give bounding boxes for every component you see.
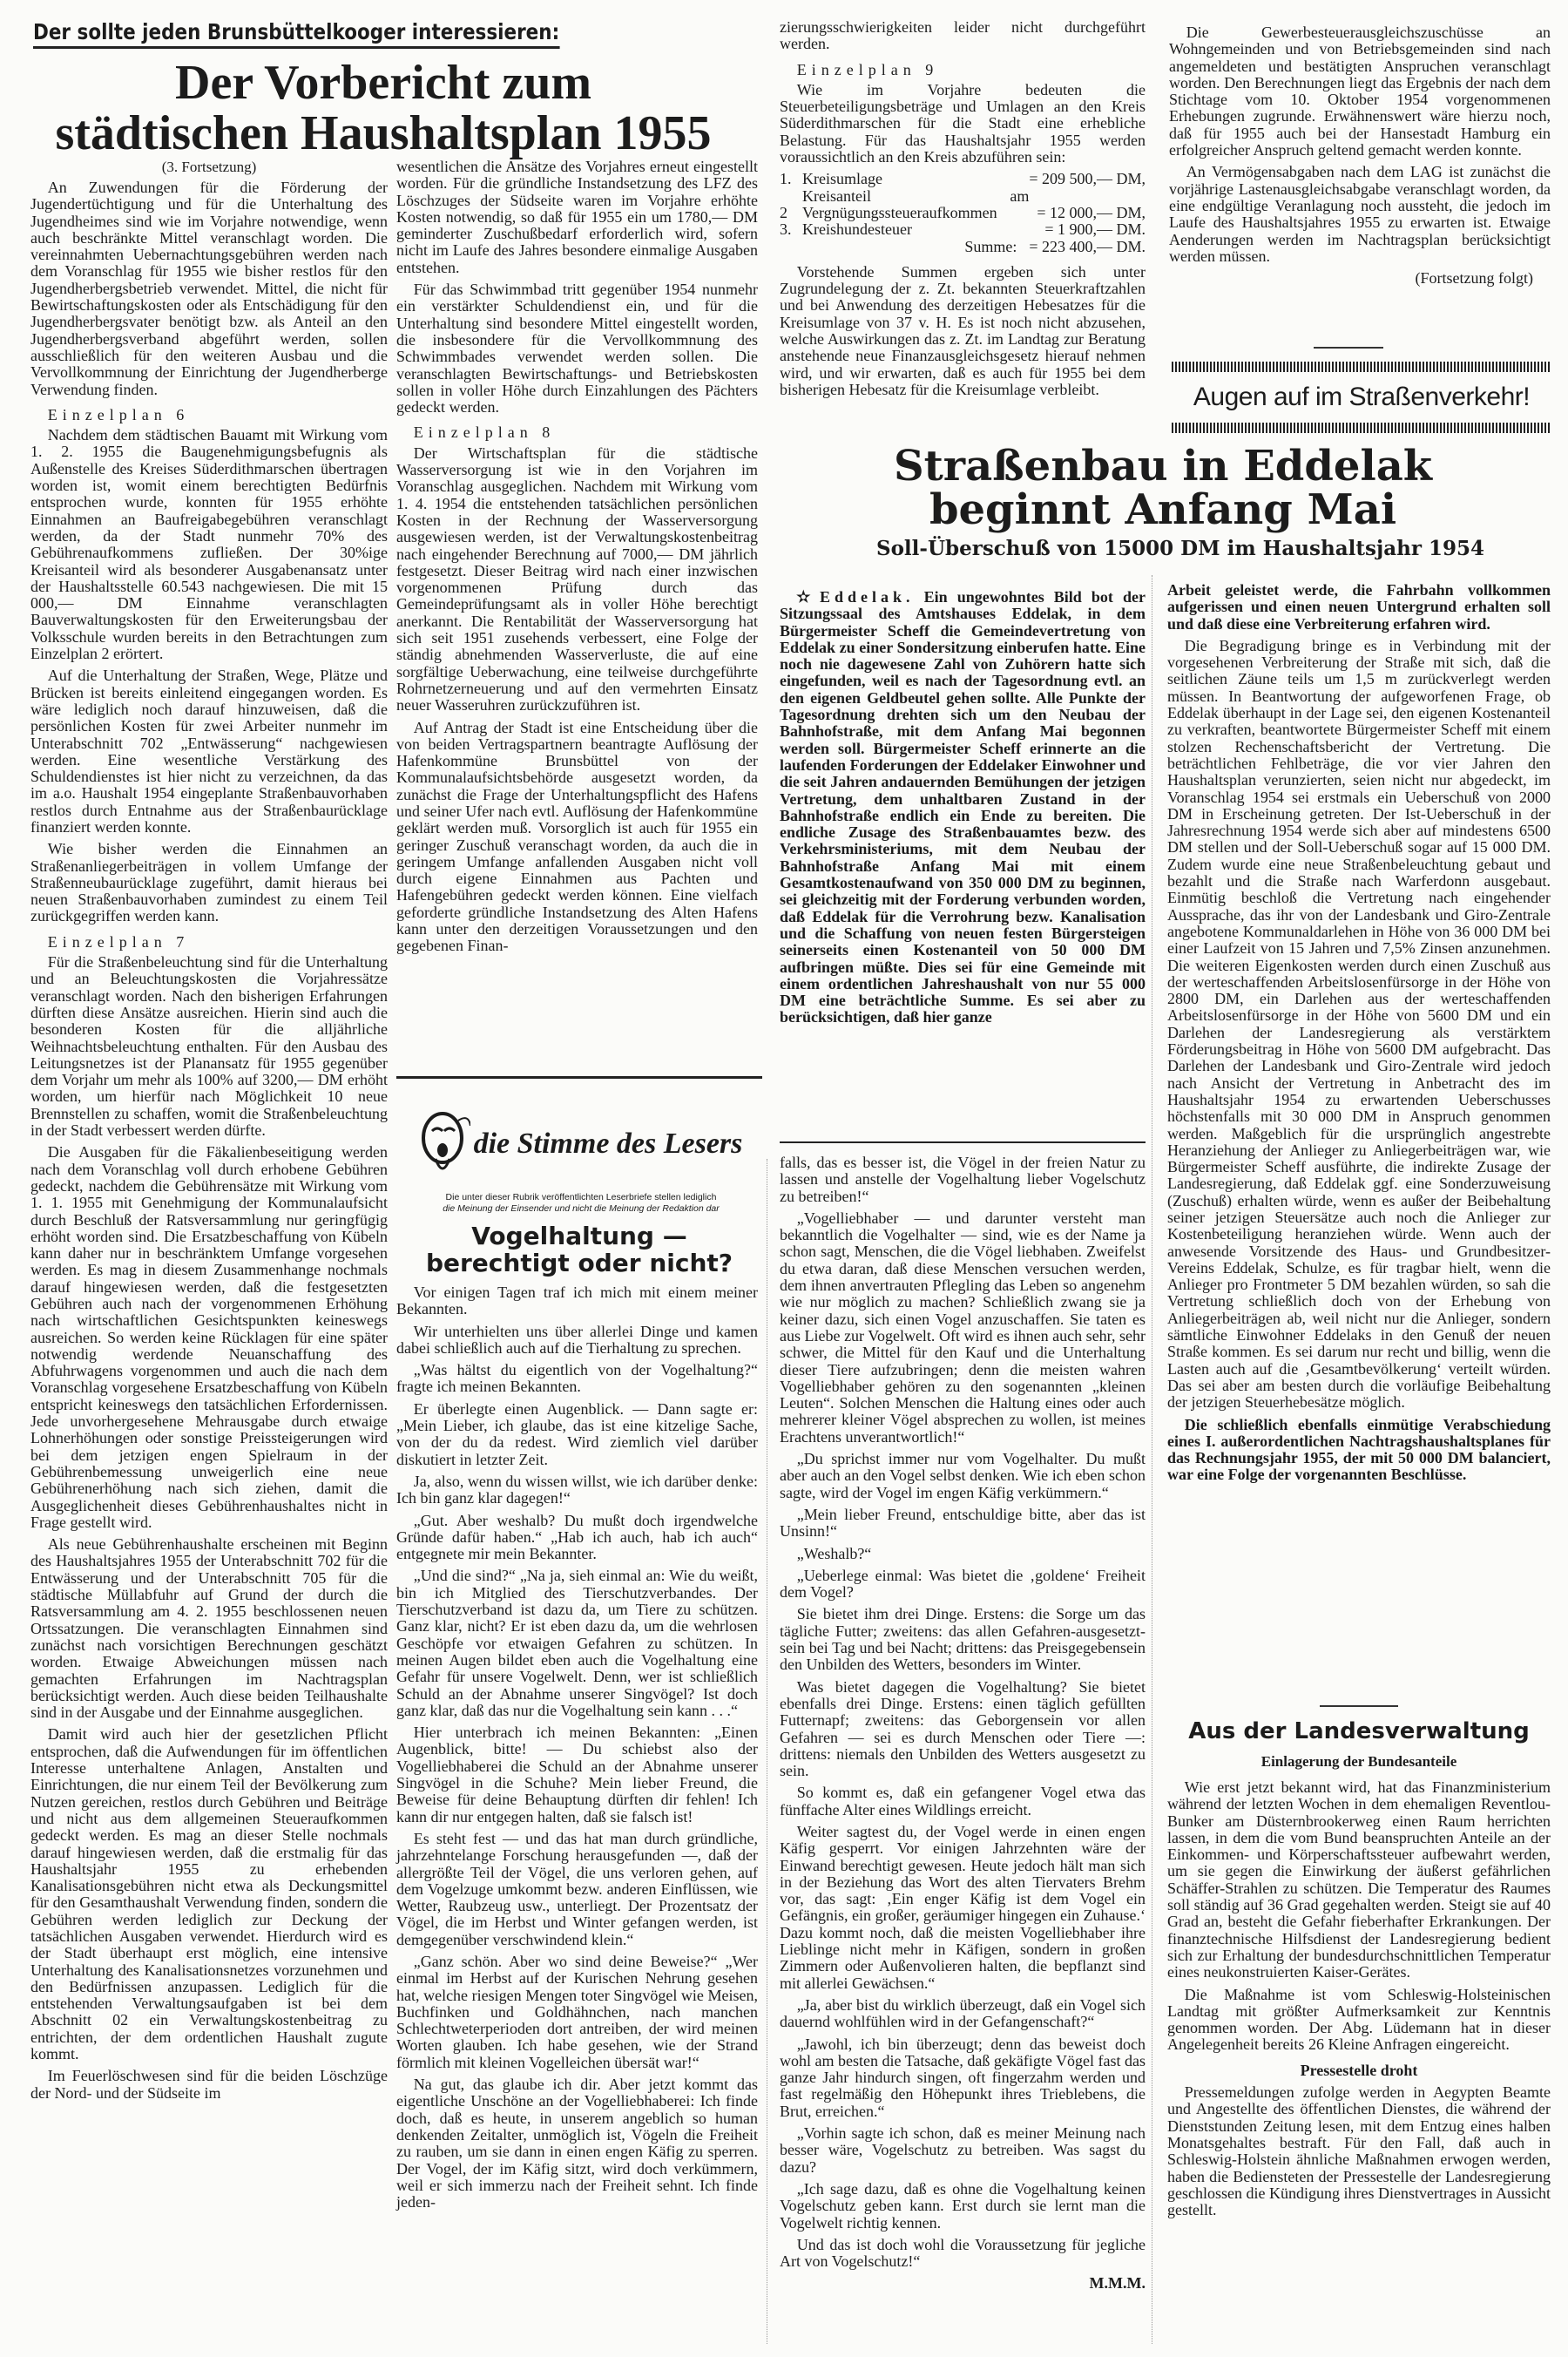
kreis-abgaben-table [780,171,1146,254]
paragraph: „Ganz schön. Aber wo sind deine Beweise?“ „Wer einmal im Herbst auf der Kurischen Nehrung gesehen hat, welche riesigen Mengen toter Singvögel wie Meisen, Buchfinken und Goldhähnchen, nach manchen Schlechtweterperioden dort antreiben, der wird meinen Worten glauben. Ich habe gesehen, wie der Strand förmlich mit kleinen Vogelleichen übersät war!“ [396,1952,758,2071]
paragraph: An Zuwendungen für die Förderung der Jugendertüchtigung und für die Unterhaltung des Jugendheimes sind wie im Vorjahre notwendige, wenn auch beschränkte Mittel veranschlagt worden. Die vereinnahmten Uebernachtungsgebühren werden nach dem Voranschlag für 1955 wie bisher restlos für den Jugendherbergsbetrieb verwendet. Mittel, die nicht für Bewirtschaftungskosten oder als Entschädigung für den Jugendherbergsvater benötigt bzw. als Anteil an den Jugendherbergsverband abgeführt werden, sollen ausschließlich für den weiteren Ausbau und die Vervollkommnung der Einrichtung der Jugendherberge Verwendung finden. [30,179,388,398]
paragraph: „Gut. Aber weshalb? Du mußt doch irgendwelche Gründe dafür haben.“ „Hab ich auch, hab ich auch“ entgegnete mir mein Bekannter. [396,1511,758,1563]
section-rule [396,1076,762,1079]
landes-column-4 [1167,1779,1551,2224]
paragraph: „Ich sage dazu, daß es ohne die Vogelhaltung keinen Vogelschutz geben kann. Erst durch sie lernt man die Vogelwelt richtig kennen. [780,2179,1146,2232]
headline-line: Der Vorbericht zum [175,56,591,110]
table-cell-label: Kreishundesteuer [802,220,912,239]
paragraph: Arbeit geleistet werde, die Fahrbahn vollkommen aufgerissen und einen neuen Untergrund erhalten soll und daß diese eine Verbreiterung erfahren wird. [1167,581,1551,633]
kicker: Der sollte jeden Brunsbüttelkooger interessieren: [33,19,559,49]
table-cell-num: 2 [780,203,787,221]
paragraph: Und das ist doch wohl die Voraussetzung für jegliche Art von Vogelschutz!“ [780,2235,1146,2271]
reader-face-icon [416,1105,470,1183]
headline-line: beginnt Anfang Mai [929,485,1397,534]
paragraph: Es steht fest — und das hat man durch gründliche, jahrzehntelange Forschung herausgefunden —, daß der allergrößte Teil der Vögel, die uns verloren gehen, auf dem Vogelzuge umkommt bezw. anderen Einflüssen, wie Wetter, Raubzeug usw., unterliegt. Der Prozentsatz der Vögel, die im Herbst und Winter gefangen werden, ist demgegenüber verschwindend klein.“ [396,1829,758,1948]
sum-label: Summe: [964,237,1017,255]
paragraph: Na gut, das glaube ich dir. Aber jetzt kommt das eigentliche Unschöne an der Vogelliebhaberei: Ich finde doch, daß es heute, in unserem angeblich so human denkenden Zeitalter, unmöglich ist, Vögeln die Freiheit zu rauben, um sie dann in einen engen Käfig zu sperren. Der Vogel, der im Käfig sitzt, wird doch verkümmern, weil er sich immerzu nach der Freiheit sehnt. Ich finde jeden- [396,2076,758,2211]
table-row [780,171,1146,187]
paragraph: Für die Straßenbeleuchtung sind für die Unterhaltung und an Beleuchtungskosten die Vorjahressätze veranschlagt worden. Nach den bisherigen Erfahrungen dürften diese Ansätze ausreichen. Hierin sind auch die besonderen Kosten für die alljährliche Weihnachtsbeleuchtung enthalten. Für den Ausbau des Leitungsnetzes ist der Planansatz für 1955 gegenüber dem Vorjahr um mehr als 100% auf 3200,— DM erhöht worden, um hierfür nach Möglichkeit 10 neue Brennstellen zu schaffen, womit die Straßenbeleuchtung in der Stadt verbessert werden dürfte. [30,953,388,1140]
paragraph: „Du sprichst immer nur vom Vogelhalter. Du mußt aber auch an den Vogel selbst denken. Wie ich eben schon sagte, wird der Vogel im engen Käfig verkümmern.“ [780,1450,1146,1501]
haushalt-column-3-text [780,19,1146,166]
paragraph: „Weshalb?“ [796,1544,872,1562]
headline-line: Vogelhaltung — [471,1222,687,1250]
table-sum-row [780,239,1146,255]
subheadline: Einlagerung der Bundesanteile [1260,1753,1457,1770]
headline-eddelak [780,444,1546,560]
section-heading: Einzelplan 9 [796,60,939,78]
headline-line: städtischen Haushaltsplan 1955 [55,106,712,160]
paragraph: So kommt es, daß ein gefangener Vogel etwa das fünffache Alter eines Wildlings erreicht. [780,1784,1146,1819]
vogel-column-2 [396,1284,758,2216]
paragraph: Wie bisher werden die Einnahmen an Straßenanliegerbeiträgen in vollem Umfange der Straßenneubaurücklage zugeführt, damit hieraus bei neuen Straßenbauvorhaben zumindest zu einem Teil zurückgegriffen werden kann. [30,840,388,925]
headline-subtitle: Soll-Überschuß von 15000 DM im Haushaltsjahr 1954 [875,537,1485,560]
paragraph: Auf Antrag der Stadt ist eine Entscheidung über die von beiden Vertragspartnern beantragte Auflösung der Hafenkommüne Brunsbüttel von der Kommunalaufsichtsbehörde ausgesetzt worden, da zunächst die Frage der Unterhaltungspflicht des Hafens und seiner Ufer nach evtl. Auflösung der Hafenkommüne geklärt werden muß. Vorsorglich ist auch für 1955 ein geringer Zuschuß veranschagt worden, da auch die in geringem Umfange anfallenden Ausgaben nicht voll durch eigene Einnahmen aus Pachten und Hafengebühren gedeckt werden können. Eine vielfach geforderte gründliche Instandsetzung des Alten Hafens kann unter den derzeitigen Voraussetzungen und den gegebenen Finan- [396,718,758,955]
paragraph: „Mein lieber Freund, entschuldige bitte, aber das ist Unsinn!“ [780,1505,1146,1541]
section-heading: Einzelplan 6 [47,405,190,423]
haushalt-column-4 [1169,24,1551,287]
paragraph: Als neue Gebührenhaushalte erscheinen mit Beginn des Haushaltsjahres 1955 der Unterabschnitt 702 für die Entwässerung und der Unterabschnitt 705 für die städtische Müllabfuhr auf Grund der durch die Ratsversammlung am 4. 2. 1955 beschlossenen neuen Ortssatzungen. Die veranschlagten Einnahmen sind zunächst nach vorsichtigen Berechnungen geschätzt worden. Etwaige Abweichungen müssen nach gemachten Erfahrungen im Nachtragsplan berücksichtigt werden. Auch diese beiden Teilhaushalte sind in der Ausgabe und der Einnahme ausgeglichen. [30,1535,388,1722]
paragraph: „Ja, aber bist du wirklich überzeugt, daß ein Vogel sich dauernd wohlfühlen wird in der Gefangenschaft?“ [780,1995,1146,2031]
table-row [780,221,1146,238]
section-rule [1314,347,1383,349]
paragraph: Die Gewerbesteuerausgleichszuschüsse an Wohngemeinden und von Betriebsgemeinden sind nach angemeldeten und bestätigten Anspruchen veranschlagt worden. Den Berechnungen liegt das Ergebnis der nach dem Stichtage vom 10. Oktober 1954 vorgenommenen Erhebungen zugrunde. Erwähnenswert wäre hierzu noch, daß für 1955 auch bei der Hansestadt Hamburg ein erfolgreicher Anspruch geltend gemacht werden konnte. [1169,24,1551,159]
headline-line: berechtigt oder nicht? [425,1249,733,1277]
paragraph: „Vorhin sagte ich schon, daß es meiner Meinung nach besser wäre, Vogelschutz zu betreiben. Was sagst du dazu? [780,2124,1146,2176]
paragraph: „Und die sind?“ „Na ja, sieh einmal an: Wie du weißt, bin ich Mitglied des Tierschutzverbandes. Der Tierschutzverband ist dazu da, um Tiere zu schützen. Ganz klar, nicht? Er ist eben dazu da, um die wehrlosen Geschöpfe vor etwaigen Gefahren zu schützen. In meinen Augen bildet eben auch die Vogelhaltung eine Gefahr für unsere Vogelwelt. Denn, wer ist schließlich Schuld an der Abnahme unserer Singvögel? Ist doch ganz klar, daß das nur die Vogelhaltung sein kann . . .“ [396,1567,758,1719]
subheading: Pressestelle droht [1300,2061,1418,2079]
paragraph: Die Begradigung bringe es in Verbindung mit der vorgesehenen Verbreiterung der Straße mit sich, daß die seitlichen Zäune teils um 1,5 m zurückverlegt werden müssen. In Beantwortung der aufgeworfenen Frage, ob Eddelak überhaupt in der Lage sei, den eigenen Kostenanteil zu verkraften, beantwortete Bürgermeister Scheff mit einem stolzen Rechenschaftsbericht der Vertretung. Die beträchtlichen Fehlbeträge, die vor vier Jahren den Haushaltsplan verunzierten, seien nicht nur abgedeckt, im Voranschlag 1954 sei erstmals ein Ueberschuß von 2000 DM in Erscheinung getreten. Der Ist-Ueberschuß in der Jahresrechnung 1954 werde sich aber auf mindestens 6500 DM stellen und der Soll-Ueberschuß sogar auf 15 000 DM. Zudem wurde eine neue Straßenbeleuchtung gebaut und bezahlt und die Straße nach Warferdonn ausgebaut. Einmütig beschloß die Vertretung nach eingehender Aussprache, das ihr von der Landesbank und Giro-Zentrale angebotene Kommunaldarlehen in Höhe von 36 000 DM bei einer Laufzeit von 15 Jahren und 7,5% Zinsen anzunehmen. Die weiteren Eigenkosten werden durch einen Zuschuß aus der werteschaffenden Arbeitslosenfürsorge in der Höhe von 2800 DM, ein Darlehen aus der werteschaffenden Arbeitslosenfürsorge in der Höhe von 5600 DM und ein Darlehen der Landesregierung als verstärktem Förderungsbeitrag in Höhe von 5600 DM aufgebracht. Das Darlehen der Landesbank und Giro-Zentrale wird jedoch nach Ansicht der Vertretung in Anbetracht des im Haushaltsjahr 1954 zu erwartenden Ueberschusses höchstenfalls mit 30 000 DM in Anspruch genommen werden. Maßgeblich für die ursprünglich angestrebte Heranziehung der Anlieger zu Anliegerbeiträgen war, wie Bürgermeister Scheff ausführte, die indirekte Zusage der Landesregierung, daß Eddelak ggf. eine Sonderzuweisung (Zuschuß) erhalten würde, wenn es außer der Beibehaltung seiner jetzigen Steuersätze auch noch die Anlieger zur Kostenbeteiligung heranziehen würde. Wenn auch der anwesende Vorsitzende des Haus- und Grundbesitzer-Vereins Eddelak, Schulze, es für tragbar hielt, wenn die Anlieger pro Frontmeter 5 DM bezahlen würden, so sah die Vertretung schließlich doch von der Erhebung von Anliegerbeiträgen ab, weil nicht nur die Anlieger, sondern sämtliche Einwohner Eddelaks in den Genuß der neuen Straße kommen. Es sei darum nur recht und billig, wenn die Lasten auch auf die ‚Gesamtbevölkerung‘ verteilt würden. Das sei aber am besten durch die vorläufige Beibehaltung der jetzigen Steuerhebesätze möglich. [1167,636,1551,1412]
paragraph: falls, das es besser ist, die Vögel in der freien Natur zu lassen und anstelle der Vogelhaltung lieber Vogelschutz zu betreiben!“ [780,1154,1146,1205]
haushalt-column-4-text [1169,24,1551,265]
paragraph: Wie erst jetzt bekannt wird, hat das Finanzministerium während der letzten Wochen in dem ehemaligen Reventlou-Bunker am Düsternbrookerweg einen Raum herrichten lassen, in dem die vom Bund beanspruchten Anteile an der Einkommen- und Körperschaftssteuer aufbewahrt werden, um sie gegen die Einwirkung der äußerst gefährlichen Schäffer-Strahlen zu schützen. Die Temperatur des Raumes soll ständig auf 36 Grad gegehalten werden. Steigt sie auf 40 Grad an, besteht die Gefahr fieberhafter Erkrankungen. Der finanztechnische Hilfsdienst der Landesregierung bedient sich zur Erhaltung der bundesdurchschnittlichen Temperatur eines neukonstruierten Kaiser-Gerätes. [1167,1778,1551,1981]
paragraph: Vor einigen Tagen traf ich mich mit einem meiner Bekannten. [396,1283,758,1318]
lead-paragraph [780,589,1146,1026]
paragraph: Damit wird auch hier der gesetzlichen Pflicht entsprochen, daß die Aufwendungen für im öffentlichen Interesse unterhaltene Anlagen, Anstalten und Einrichtungen, die nur einem Teil der Bevölkerung zum Nutzen gereichen, restlos durch Gebühren und Beiträge und nicht aus dem allgemeinen Steueraufkommen gedeckt werden. Es mag an dieser Stelle nochmals darauf hingewiesen werden, daß die erstmalig für das Haushaltsjahr 1955 zu erhebenden Kanalisationsgebühren nicht etwa als Deckungsmittel für den Gesamthaushalt Verwendung finden, sondern die Gebühren werden lediglich zur Deckung der tatsächlichen Ausgaben verwendet. Hierdurch wird es der Stadt überhaupt erst möglich, eine intensive Unterhaltung des Kanalisationsnetzes vorzunehmen und den Bedürfnissen anzupassen. Lediglich für die entstehenden Verwaltungsaufgaben ist bei dem Abschnitt 02 ein Verwaltungskostenbeitrag zu entrichten, der dem ordentlichen Haushalt zugute kommt. [30,1725,388,2063]
headline-landesverwaltung: Aus der Landesverwaltung [1188,1718,1530,1744]
banner-text: Augen auf im Straßenverkehr! [1193,383,1531,411]
disclaimer-line: Die unter dieser Rubrik veröffentlichten Leserbriefe stellen lediglich [445,1192,717,1202]
table-cell-amount: = 209 500,— DM, [1029,170,1146,188]
section-rule [780,1141,1146,1143]
paragraph: „Was hältst du eigentlich von der Vogelhaltung?“ fragte ich meinen Bekannten. [396,1361,758,1396]
section-heading: Einzelplan 8 [413,423,556,442]
paragraph: Die Maßnahme ist vom Schleswig-Holsteinischen Landtag mit größter Aufmerksamkeit zur Kenntnis genommen worden. Der Abg. Lüdemann hat in dieser Angelegenheit bereits 26 Kleine Anfragen eingereicht. [1167,1985,1551,2054]
paragraph: Was bietet dagegen die Vogelhaltung? Sie bietet ebenfalls drei Dinge. Erstens: einen täglich gefüllten Futternapf; zweitens: das Geborgensein vor allen Gefahren — sei es durch Menschen oder Tiere —: drittens: niemals den Unbilden des Wetters ausgesetzt zu sein. [780,1677,1146,1780]
disclaimer [402,1192,760,1215]
author-signature: M.M.M. [1089,2274,1146,2293]
haushalt-column-3-text-after [780,264,1146,398]
vogel-column-3 [780,1155,1146,2293]
table-cell-amount: = 12 000,— DM, [1037,203,1146,221]
section-heading: Einzelplan 7 [47,932,190,951]
stimme-des-lesers-logo [396,1105,762,1189]
headline-vogelhaltung [396,1223,762,1277]
headline-haushalt [0,58,767,159]
paragraph: „Vogelliebhaber — und darunter versteht man bekanntlich die Vogelhalter — sind, wie es der Name ja schon sagt, Menschen, die die Vögel liebhaben. Zweifelst du etwa daran, daß diese Menschen versuchen werden, dem ihnen anvertrauten Pflegling das Leben so angenehm wie nur möglich zu machen? Schließlich zwang sie ja keiner dazu, sich einen Vogel anzuschaffen. Sie taten es aus Liebe zur Vogelwelt. Oft wird es ihnen auch sehr, sehr schwer, die Mittel für den Kauf und die Unterhaltung dieser Tiere aufzubringen; denn die meisten wahren Vogelliebhaber gehören zu den sogenannten „kleinen Leuten“. Solchen Menschen die Haltung eines oder auch mehrerer kleiner Vögel absprechen zu wollen, ist meines Erachtens unverantwortlich!“ [780,1209,1146,1446]
paragraph: Wie im Vorjahre bedeuten die Steuerbeteiligungsbeträge und Umlagen an den Kreis Süderdithmarschen für die Stadt eine erhebliche Belastung. Für das Haushaltsjahr 1955 werden voraussichtlich an den Kreis abzuführen sein: [780,80,1146,166]
vogel-column-3-text [780,1155,1146,2270]
paragraph: Nachdem dem städtischen Bauamt mit Wirkung vom 1. 2. 1955 die Baugenehmigungsbefugnis als Außenstelle des Kreises Süderdithmarschen übertragen worden ist, womit einem berechtigten Bedürfnis entsprochen wurde, konnten für 1955 erhöhte Einnahmen an Baufreigabegebühren veranschlagt werden, da der Stadt nunmehr 70% des Gebührenaufkommens zufließen. Der 30%ige Kreisanteil wird als besonderer Ausgabenansatz unter der Haushaltsstelle 60.543 nachgewiesen. Die mit 15 000,— DM Einnahme veranschlagten Bauverwaltungskosten für den Erweiterungsbau der Volksschule wurden bereits in den Betrachtungen zum Einzelplan 2 erörtert. [30,426,388,663]
paragraph: Pressemeldungen zufolge werden in Aegypten Beamte und Angestellte des öffentlichen Dienstes, die während der Dienststunden Zeitung lesen, mit dem Entzug eines halben Monatsgehaltes bestraft. Für den Fall, daß auch in Schleswig-Holstein ähnliche Maßnahmen erwogen werden, haben die Bediensteten der Pressestelle der Landesregierung geschlossen die Kündigung ihres Dienstvertrages in Aussicht gestellt. [1167,2083,1551,2219]
haushalt-column-2 [396,159,758,960]
paragraph: Im Feuerlöschwesen sind für die beiden Löschzüge der Nord- und der Südseite im [30,2067,388,2102]
star-icon: ✫ [796,588,820,606]
hatch-border [1172,423,1551,433]
traffic-banner [1172,362,1551,438]
headline-line: Straßenbau in Eddelak [893,442,1433,491]
paragraph: Er überlegte einen Augenblick. — Dann sagte er: „Mein Lieber, ich glaube, das ist eine kitzelige Sache, von der du da redest. Wird ziemlich viel darüber diskutiert in letzter Zeit. [396,1399,758,1468]
fortsetzung-folgt: (Fortsetzung folgt) [1415,269,1533,288]
table-cell-label: Kreisumlage [802,170,882,188]
paragraph: Weiter sagtest du, der Vogel werde in einen engen Käfig gesperrt. Vor einigen Jahrzehnten wäre der Einwand berechtigt gewesen. Heute jedoch hält man sich in der Beziehung das Wort des alten Tiervaters Brehm vor, das sagt: ‚Ein enger Käfig ist dem Vogel ein Gefängnis, ein großer, geräumiger hingegen ein Zuhause.‘ Dazu kommt noch, daß die meisten Vogelliebhaber ihre Lieblinge nicht mehr in Käfigen, sondern in großen Zimmern oder Außenvolieren halten, die bepflanzt sind mit allerlei Gewächsen.“ [780,1822,1146,1992]
eddelak-column-4 [1167,582,1551,1489]
paragraph: zierungsschwierigkeiten leider nicht durchgeführt werden. [780,18,1146,53]
haushalt-column-3 [780,19,1146,403]
dateline: Eddelak. [819,588,915,606]
table-cell-amount: = 1 900,— DM. [1044,220,1146,239]
table-row [780,188,1146,222]
paragraph: Der Wirtschaftsplan für die städtische Wasserversorgung ist wie in den Vorjahren im Voranschlag ausgeglichen. Nachdem mit Wirkung vom 1. 4. 1954 die entstehenden tatsächlichen persönlichen Kosten in der Rechnung der Wasserversorgung ausgewiesen werden, ist der Verwaltungskostenbeitrag nach eingehender Berechnung auf 7000,— DM jährlich festgesetzt. Dieser Beitrag wird nach einer inzwischen vorgenommenen Prüfung durch das Gemeindeprüfungsamt als in voller Höhe berechtigt anerkannt. Die Rentabilität der Wasserversorgung hat sich seit 1951 zusehends verbessert, eine Folge der ständig abnehmenden Wasserverluste, die auf eine sorgfältige Ueberwachung, eine teilweise durchgeführte Rohrnetzerneuerung und auf den vermehrten Einsatz neuer Wasseruhren zurückzuführen ist. [396,444,758,715]
paragraph: Die Ausgaben für die Fäkalienbeseitigung werden nach dem Voranschlag voll durch erhobene Gebühren gedeckt, nachdem die Gebührensätze mit Wirkung vom 1. 1. 1955 mit Genehmigung der Kommunalaufsicht durch Beschluß der Ratsversammlung nur geringfügig erhöht worden sind. Die Ersatzbeschaffung von Kübeln kann daher nur in beschränktem Umfange vorgesehen werden. Es mag in diesem Zusammenhange nochmals darauf hingewiesen werden, daß die festgesetzten Gebühren auch nach der vorgenommenen Erhöhung nach wirtschaftlichen Gesichtspunkten keineswegs ausreichen. So werden keine Rücklagen für eine später notwendig werdende Neuanschaffung des Abfuhrwagens vorgenommen und auch die nach dem Voranschlag vorgesehene Ersatzbeschaffung von Kübeln entspricht keineswegs den tatsächlichen Erfordernissen. Jede unvorhergesehene Mehrausgabe durch etwaige Lohnerhöhungen oder sonstige Preissteigerungen wird bei dem jetzigen engen Spielraum in der Gebührenbemessung unweigerlich eine neue Gebührenerhöhung nach sich ziehen, damit die Ausgeglichenheit dieses Gebührenhaushaltes nicht in Frage gestellt wird. [30,1143,388,1531]
hatch-border [1172,362,1551,372]
table-cell-num: 1. [780,170,792,188]
table-cell-num: 3. [780,220,792,239]
paragraph: An Vermögensabgaben nach dem LAG ist zunächst die vorjährige Lastenausgleichsabgabe veranschlagt worden, da eine endgültige Veranlagung noch aussteht, die jedoch im Laufe des Haushaltsjahres 1955 zu erwarten ist. Etwaige Aenderungen werden im Nachtragsplan berücksichtigt werden müssen. [1169,163,1551,265]
disclaimer-line: die Meinung der Einsender und nicht die Meinung der Redaktion dar [443,1203,720,1214]
paragraph: „Jawohl, ich bin überzeugt; denn das beweist doch wohl am besten die Tatsache, daß gekäfigte Vögel fast das ganze Jahr hindurch singen, oft fingerzahm werden und fast regelmäßig den Höhepunkt ihres Trieblebens, die Brut, erreichen.“ [780,2035,1146,2120]
fortsetzung-label: (3. Fortsetzung) [161,159,257,175]
paragraph: Wir unterhielten uns über allerlei Dinge und kamen dabei schließlich auch auf die Tierhaltung zu sprechen. [396,1322,758,1357]
paragraph: Hier unterbrach ich meinen Bekannten: „Einen Augenblick, bitte! — Du schiebst also der Vogelliebhaberei die Schuld an der Abnahme unserer Singvögel in die Schuhe? Mein lieber Freund, die Beweise für deine Behauptung dürften dir fehlen! Ich kann dir nur entgegen halten, daß sie falsch ist! [396,1724,758,1825]
paragraph: Für das Schwimmbad tritt gegenüber 1954 nunmehr ein verstärkter Schuldendienst ein, und für die Unterhaltung sind besondere Mittel eingestellt worden, die insbesondere für die Vervollkommnung des Schwimmbades verwendet werden sollen. Die veranschlagten Bewirtschaftungs- und Betriebskosten sollen in voller Höhe durch Einzahlungen des Pächters gedeckt werden. [396,281,758,417]
haushalt-column-1 [30,179,388,2107]
lead-text: Ein ungewohntes Bild bot der Sitzungssaal des Amtshauses Eddelak, in dem Bürgermeister Scheff die Gemeindevertretung von Eddelak zu einer Sondersitzung einberufen hatte. Eine noch nie dagewesene Zahl von Zuhörern hatte sich eingefunden, weil es nach der Tagesordnung evtl. an den eigenen Geldbeutel gehen sollte. Alle Punkte der Tagesordnung drehten sich um den Neubau der Bahnhofstraße, mit dem Anfang Mai begonnen werden soll. Bürgermeister Scheff erinnerte an die laufenden Forderungen der Eddelaker Einwohner und die seit Jahren andauernden Bemühungen der jetzigen Vertretung, dem unhaltbaren Zustand in der Bahnhofstraße endlich ein Ende zu bereiten. Die endliche Zusage des Straßenbauamtes bezw. des Verkehrsministeriums, mit dem Neubau der Bahnhofstraße Anfang Mai mit einem Gesamtkostenaufwand von 350 000 DM zu beginnen, sei gleichzeitig mit der Forderung verbunden worden, daß Eddelak für die Verrohrung bezw. Kanalisation und die Schaffung von neuen festen Bürgersteigen seinerseits einen Kostenanteil von 50 000 DM aufbringen müßte. Dies sei für eine Gemeinde mit einem ordentlichen Jahreshaushalt von nur 55 000 DM eine beträchtliche Summe. Es sei aber zu berücksichtigen, daß hier ganze [780,588,1146,1026]
paragraph: „Ueberlege einmal: Was bietet die ‚goldene‘ Freiheit dem Vogel? [780,1566,1146,1602]
paragraph: Ja, also, wenn du wissen willst, wie ich darüber denke: Ich bin ganz klar dagegen!“ [396,1472,758,1507]
paragraph: Auf die Unterhaltung der Straßen, Wege, Plätze und Brücken ist bereits einleitend eingegangen worden. Es wäre lediglich noch darauf hinzuweisen, daß die persönlichen Kosten für zwei Arbeiter nunmehr im Unterabschnitt 702 „Entwässerung“ nachgewiesen werden. Eine wesentliche Verstärkung des Schuldendienstes ist hier nicht zu verzeichnen, da das im a.o. Haushalt 1954 eingeplante Straßenbauvorhaben restlos durch Entnahme aus der Straßenbaurücklage finanziert werden konnte. [30,667,388,836]
table-cell-label: Kreisanteil am Vergnügungssteueraufkommen [802,186,1030,221]
paragraph: Vorstehende Summen ergeben sich unter Zugrundelegung der z. Zt. bekannten Steuerkraftzahlen und bei Anwendung des derzeitigen Hebesatzes für die Kreisumlage von 37 v. H. Es ist noch nicht abzusehen, welche Auswirkungen das z. Zt. im Landtag zur Beratung anstehende neue Finanzausgleichsgesetz hierauf nehmen wird, und wir erwarten, daß es auch für 1955 bei dem bisherigen Hebesatz für die Kreisumlage verbleibt. [780,262,1146,398]
sum-amount: = 223 400,— DM. [1029,237,1146,255]
section-rule [1320,1705,1398,1707]
paragraph: wesentlichen die Ansätze des Vorjahres erneut eingestellt worden. Für die gründliche Instandsetzung des LFZ des Löschzuges der Südseite waren im Vorjahre erhöhte Kosten notwendig, so daß für 1955 ein um 1780,— DM geminderter Zuschußbedarf erforderlich wird, sofern nicht im Laufe des Jahres besondere einmalige Ausgaben entstehen. [396,158,758,276]
eddelak-column-3 [780,589,1146,1032]
logo-text: die Stimme des Lesers [473,1128,743,1160]
paragraph: Sie bietet ihm drei Dinge. Erstens: die Sorge um das tägliche Futter; zweitens: das allen Gefahren-ausgesetzt-sein bei Tag und bei Nacht; drittens: das Preisgegebensein den Unbilden des Wetters, besonders im Winter. [780,1605,1146,1674]
paragraph: Die schließlich ebenfalls einmütige Verabschiedung eines I. außerordentlichen Nachtragshaushaltsplanes für das Rechnungsjahr 1955, der mit 50 000 DM balanciert, war eine Folge der vorgenannten Beschlüsse. [1167,1415,1551,1484]
